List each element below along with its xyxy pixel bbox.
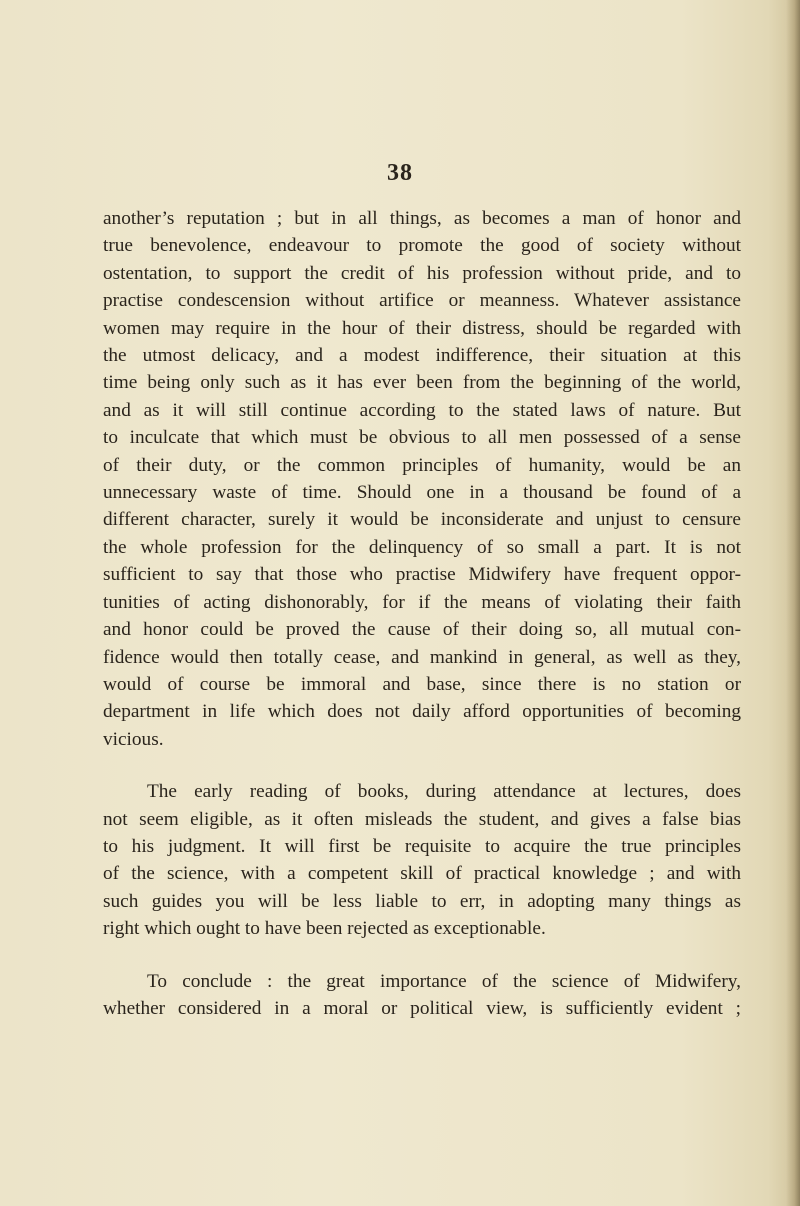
text-line: not seem eligible, as it often misleads the student, and gives a false bias (103, 808, 741, 830)
paragraph-1 (103, 205, 741, 753)
text-line: fidence would then totally cease, and mankind in general, as well as they, (103, 646, 741, 668)
text-line: department in life which does not daily afford opportunities of becoming (103, 701, 741, 723)
text-line: right which ought to have been rejected as exceptionable. (103, 918, 546, 940)
text-line: the utmost delicacy, and a modest indifference, their situation at this (103, 345, 741, 367)
text-line: the whole profession for the delinquency of so small a part. It is not (103, 536, 741, 558)
text-line: of the science, with a competent skill of practical knowledge ; and with (103, 863, 741, 885)
text-line: unnecessary waste of time. Should one in a thousand be found of a (103, 482, 741, 504)
text-line: and honor could be proved the cause of their doing so, all mutual con- (103, 619, 741, 641)
text-line: of their duty, or the common principles of humanity, would be an (103, 454, 741, 476)
text-line: sufficient to say that those who practise Midwifery have frequent oppor- (103, 564, 741, 586)
text-line: whether considered in a moral or political view, is sufficiently evident ; (103, 997, 741, 1019)
text-line: and as it will still continue according to the stated laws of nature. But (103, 399, 741, 421)
text-line: true benevolence, endeavour to promote the good of society without (103, 235, 741, 257)
text-line: to his judgment. It will first be requisite to acquire the true principles (103, 835, 741, 857)
paragraph-3 (103, 968, 741, 1023)
paragraph-gap (103, 753, 741, 778)
text-line: another’s reputation ; but in all things, as becomes a man of honor and (103, 208, 741, 229)
text-line: vicious. (103, 728, 164, 750)
body-text (103, 205, 741, 1022)
text-line: To conclude : the great importance of the science of Midwifery, (147, 970, 741, 992)
page-number: 38 (387, 160, 413, 186)
paragraph-2 (103, 778, 741, 942)
text-line: to inculcate that which must be obvious to all men possessed of a sense (103, 427, 741, 449)
text-line: practise condescension without artifice or meanness. Whatever assistance (103, 290, 741, 312)
text-line: would of course be immoral and base, since there is no station or (103, 673, 741, 695)
text-line: ostentation, to support the credit of his profession without pride, and to (103, 262, 741, 284)
text-line: time being only such as it has ever been from the beginning of the world, (103, 372, 741, 394)
text-line: different character, surely it would be inconsiderate and unjust to censure (103, 509, 741, 531)
paragraph-gap (103, 943, 741, 968)
text-line: such guides you will be less liable to err, in adopting many things as (103, 890, 741, 912)
text-line: women may require in the hour of their distress, should be regarded with (103, 317, 741, 339)
text-line: tunities of acting dishonorably, for if the means of violating their faith (103, 591, 741, 613)
text-line: The early reading of books, during attendance at lectures, does (147, 781, 741, 803)
